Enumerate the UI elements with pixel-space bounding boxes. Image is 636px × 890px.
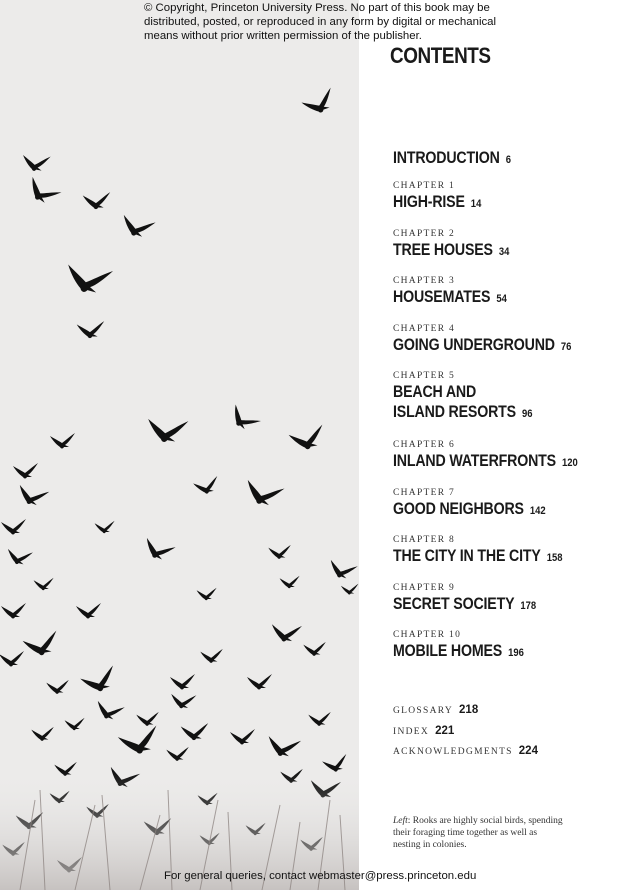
chapter-label: CHAPTER 7 — [393, 488, 456, 498]
chapter-label: CHAPTER 4 — [393, 324, 456, 334]
toc-chapter-10[interactable] — [393, 629, 633, 663]
page-title: CONTENTS — [390, 43, 491, 68]
toc-entry-page: 120 — [561, 457, 578, 469]
flock — [0, 88, 358, 873]
backmatter-page: 221 — [435, 725, 455, 737]
photo-caption — [393, 815, 563, 851]
toc-entry-page: 178 — [520, 600, 537, 612]
toc-entry-title: THE CITY IN THE CITY 158 — [393, 547, 563, 565]
chapter-label: CHAPTER 10 — [393, 630, 462, 640]
footer-contact: For general queries, contact webmaster@press.princeton.edu — [164, 870, 477, 882]
toc-chapter-9[interactable] — [393, 582, 633, 616]
toc-chapter-3[interactable] — [393, 275, 633, 309]
chapter-label: CHAPTER 5 — [393, 371, 456, 381]
chapter-label: CHAPTER 9 — [393, 583, 456, 593]
toc-chapter-8[interactable] — [393, 534, 633, 568]
chapter-label: CHAPTER 2 — [393, 229, 456, 239]
toc-entry-title: MOBILE HOMES 196 — [393, 642, 524, 660]
chapter-label: CHAPTER 1 — [393, 181, 456, 191]
toc-entry-title: ISLAND RESORTS 96 — [393, 403, 533, 421]
toc-entry-page: 54 — [496, 293, 507, 305]
toc-entry-page: 34 — [498, 246, 510, 258]
toc-entry-page: 196 — [508, 647, 524, 659]
toc-entry-page: 6 — [505, 154, 512, 166]
backmatter-page: 224 — [518, 745, 538, 757]
backmatter-page: 218 — [459, 704, 479, 716]
toc-entry-title: GOOD NEIGHBORS 142 — [393, 500, 546, 518]
toc-entry-title: BEACH AND — [393, 383, 477, 401]
backmatter-label: GLOSSARY — [393, 706, 454, 716]
toc-entry-page: 14 — [470, 198, 482, 210]
toc-acknowledgments[interactable] — [393, 741, 633, 759]
backmatter-label: INDEX — [393, 727, 430, 737]
toc-chapter-5[interactable] — [393, 370, 633, 424]
toc-entry-title: INTRODUCTION 6 — [393, 149, 512, 167]
toc-entry-title: INLAND WATERFRONTS 120 — [393, 452, 578, 470]
toc-glossary[interactable] — [393, 700, 633, 718]
caption-text: : Rooks are highly social birds, spending their foraging time together as well as nesting in colonies. — [393, 816, 563, 850]
toc-index[interactable] — [393, 721, 633, 739]
toc-chapter-2[interactable] — [393, 228, 633, 262]
toc-chapter-6[interactable] — [393, 439, 633, 473]
toc-entry-title: TREE HOUSES 34 — [393, 241, 510, 259]
chapter-label: CHAPTER 8 — [393, 535, 456, 545]
toc-chapter-7[interactable] — [393, 487, 633, 521]
toc-entry-title: HIGH-RISE 14 — [393, 193, 482, 211]
toc-entry-title: SECRET SOCIETY 178 — [393, 595, 537, 613]
toc-chapter-1[interactable] — [393, 180, 633, 214]
backmatter-label: ACKNOWLEDGMENTS — [393, 747, 513, 757]
caption-lead: Left — [393, 816, 408, 826]
chapter-label: CHAPTER 3 — [393, 276, 456, 286]
toc-entry-page: 76 — [560, 341, 572, 353]
toc-entry-title: GOING UNDERGROUND 76 — [393, 336, 572, 354]
chapter-label: CHAPTER 6 — [393, 440, 456, 450]
toc-chapter-4[interactable] — [393, 323, 633, 357]
toc-introduction[interactable] — [393, 148, 633, 170]
toc-entry-page: 142 — [529, 505, 546, 517]
copyright-notice: © Copyright, Princeton University Press. No part of this book may be distributed, posted, or reproduced in any form by digital or mechanical means without prior written permission of the publisher. — [144, 2, 497, 42]
toc-entry-page: 96 — [521, 408, 533, 420]
toc-entry-page: 158 — [546, 552, 563, 564]
toc-entry-title: HOUSEMATES 54 — [393, 288, 507, 306]
